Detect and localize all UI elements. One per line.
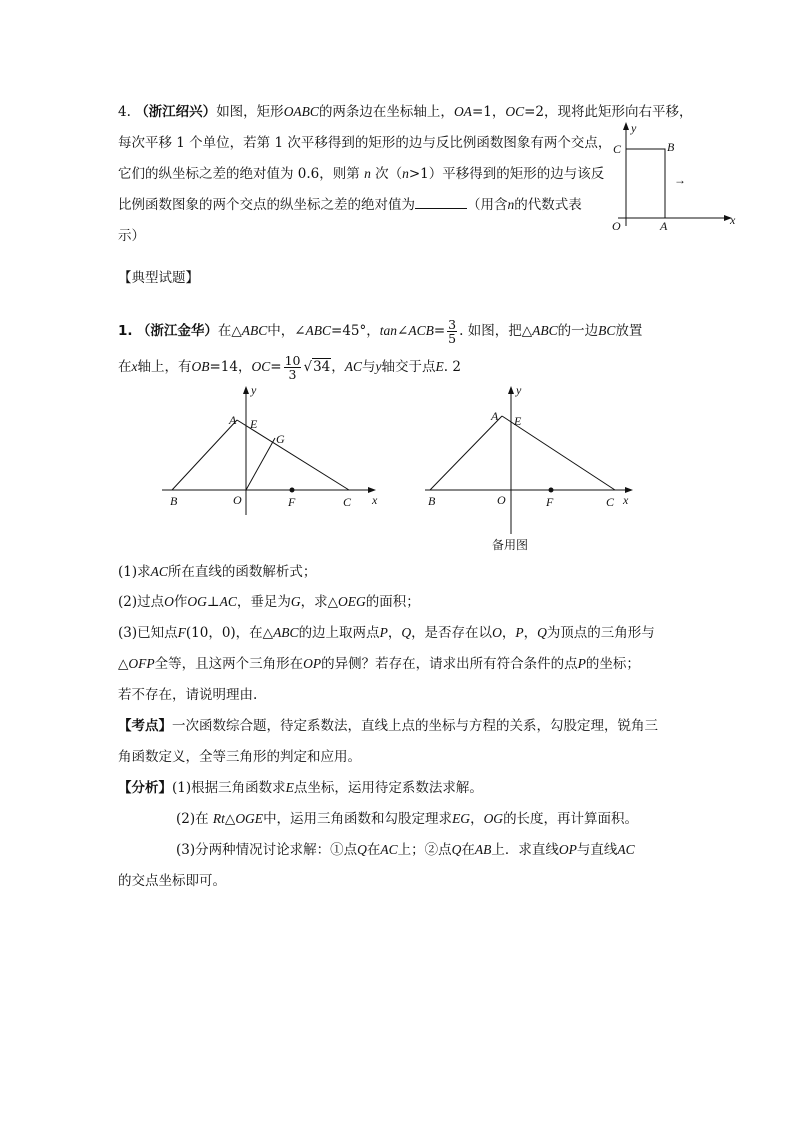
p1-line-1: 1. （浙江金华）在△ABC中，∠ABC=45°，tan∠ACB= $\frac{3}{5}$ . 如图，把△ABC的一边BC放置 bbox=[118, 317, 643, 346]
figure-backup bbox=[415, 380, 655, 560]
point-f bbox=[549, 488, 554, 493]
side-ab bbox=[172, 420, 237, 490]
point-f bbox=[290, 488, 295, 493]
label-a: A bbox=[491, 409, 499, 423]
label-c: C bbox=[606, 495, 615, 509]
y-arrow bbox=[508, 386, 514, 394]
fraction-10-3: $\frac{10}{3}$ bbox=[284, 353, 301, 382]
rectangle-oabc bbox=[626, 149, 665, 218]
right-arrow-icon: → bbox=[674, 173, 686, 187]
q4-figure bbox=[600, 118, 750, 238]
q4-line-1: 4. （浙江绍兴）如图，矩形OABC的两条边在坐标轴上，OA=1，OC=2，现将此矩形向右平移， bbox=[118, 104, 693, 120]
label-y: y bbox=[251, 383, 257, 397]
label-f: F bbox=[546, 495, 554, 509]
sub-question-1: (1)求AC所在直线的函数解析式； bbox=[118, 564, 317, 580]
label-y: y bbox=[631, 121, 637, 135]
q4-line-5: 示） bbox=[118, 228, 145, 244]
p1-line-2: 在x轴上，有OB=14，OC= $\frac{10}{3}$ √34，AC与y轴交于点E. 2 bbox=[118, 353, 461, 382]
sub-question-3-line-1: (3)已知点F(10，0)，在△ABC的边上取两点P，Q，是否存在以O，P，Q为顶点的三角形与 bbox=[118, 625, 655, 641]
label-o: O bbox=[497, 493, 506, 507]
section-heading: 【典型试题】 bbox=[118, 270, 199, 286]
q4-line-2: 每次平移 1 个单位，若第 1 次平移得到的矩形的边与反比例函数图象有两个交点， bbox=[118, 135, 612, 151]
label-c: C bbox=[613, 142, 622, 156]
label-x: x bbox=[623, 493, 629, 507]
kaodian-line-2: 角函数定义，全等三角形的判定和应用。 bbox=[118, 749, 361, 765]
label-e: E bbox=[250, 417, 258, 431]
answer-blank bbox=[415, 196, 467, 209]
sub-question-3-line-2: △OFP全等，且这两个三角形在OP的异侧？若存在，请求出所有符合条件的点P的坐标； bbox=[118, 656, 640, 672]
figure-main bbox=[150, 380, 390, 520]
label-f: F bbox=[288, 495, 296, 509]
label-o: O bbox=[233, 493, 242, 507]
q4-line-3: 它们的纵坐标之差的绝对值为 0.6，则第 n 次（n>1）平移得到的矩形的边与该反 bbox=[118, 166, 605, 182]
label-b: B bbox=[667, 140, 675, 154]
label-b: B bbox=[170, 494, 178, 508]
label-x: x bbox=[730, 213, 736, 227]
fenxi-line-4: 的交点坐标即可。 bbox=[118, 873, 226, 889]
label-a: A bbox=[660, 219, 668, 233]
figure-caption: 备用图 bbox=[492, 538, 529, 552]
segment-og bbox=[246, 438, 275, 490]
sub-question-3-line-3: 若不存在，请说明理由. bbox=[118, 687, 258, 703]
fraction-3-5: $\frac{3}{5}$ bbox=[448, 317, 457, 346]
y-arrow bbox=[243, 386, 249, 394]
sub-question-2: (2)过点O作OG⊥AC，垂足为G，求△OEG的面积； bbox=[118, 594, 420, 610]
label-y: y bbox=[516, 383, 522, 397]
label-e: E bbox=[514, 414, 522, 428]
side-ab bbox=[430, 416, 502, 490]
label-a: A bbox=[229, 413, 237, 427]
label-c: C bbox=[343, 495, 352, 509]
label-b: B bbox=[428, 494, 436, 508]
label-g: G bbox=[276, 432, 285, 446]
fenxi-line-1: 【分析】(1)根据三角函数求E点坐标，运用待定系数法求解。 bbox=[118, 780, 483, 796]
label-o: O bbox=[612, 219, 621, 233]
q4-line-4: 比例函数图象的两个交点的纵坐标之差的绝对值为 （用含n的代数式表 bbox=[118, 197, 582, 213]
fenxi-line-3: (3)分两种情况讨论求解：①点Q在AC上；②点Q在AB上．求直线OP与直线AC bbox=[176, 842, 635, 858]
y-arrow bbox=[623, 122, 629, 130]
fenxi-line-2: (2)在 Rt△OGE中，运用三角函数和勾股定理求EG，OG的长度，再计算面积。 bbox=[176, 811, 639, 827]
label-x: x bbox=[372, 493, 378, 507]
kaodian-line-1: 【考点】一次函数综合题，待定系数法，直线上点的坐标与方程的关系，勾股定理，锐角三 bbox=[118, 718, 658, 734]
